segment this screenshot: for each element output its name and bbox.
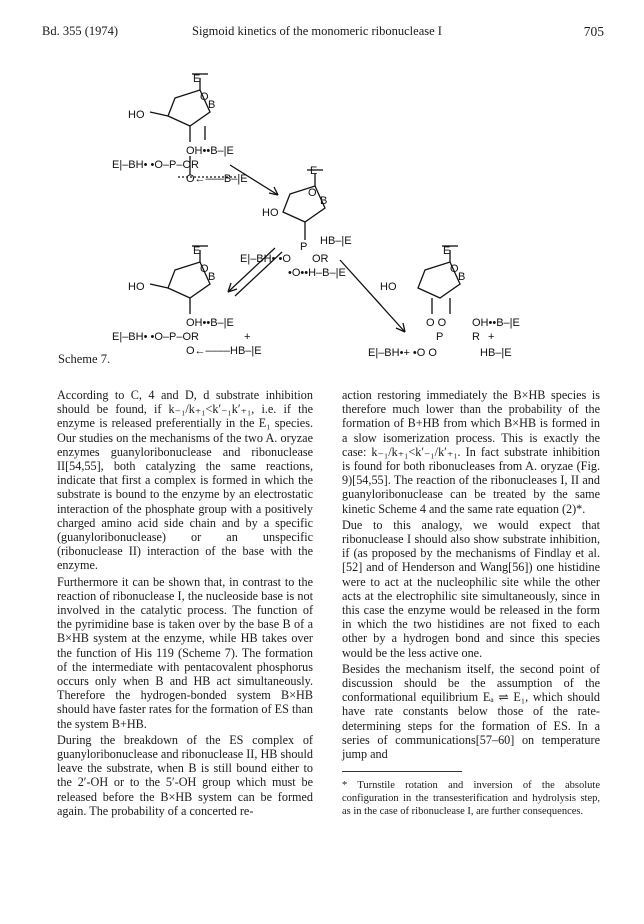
left-column <box>57 388 313 820</box>
label-o-h-b-e-mid: •O••H–B–|E <box>288 267 346 279</box>
label-b-right: B <box>458 271 466 283</box>
label-o-bl: O <box>200 263 209 275</box>
right-paragraph-1: action restoring immediately the B×HB species is therefore much lower than the probability of the formation of B+HB from which B×HB is formed in a slow isomerization process. This is exactly the case: k₋₁/k₊₁<k′₋₁/k′₊₁. In fact substrate inhibition is found for both ribonucleases from A. oryzae (Fig. 9)[54,55]. The reaction of the ribonucleases I, II and guanyloribonuclease can be treated by the same kinetic Scheme 4 and the same rate equation (2)*. <box>342 388 600 516</box>
label-o-right: O <box>450 263 459 275</box>
footnote: * Turnstile rotation and inversion of the absolute configuration in the transesterification and hydrolysis step, as in the case of ribonuclease I, are further consequences. <box>342 780 600 818</box>
page-number: 705 <box>583 24 604 39</box>
label-o-mid: O <box>308 187 317 199</box>
label-e-bl: E <box>193 245 201 257</box>
label-o-top: O <box>200 91 209 103</box>
label-oo-right: O O <box>426 317 447 329</box>
label-o-hb-e: O←––––HB–|E <box>186 345 262 357</box>
left-paragraph-1: According to C, 4 and D, d substrate inhibition should be found, if k₋₁/k₊₁<k′₋₁k′₊₁, i.e. if the enzyme is released preferentially in the E₁ species. Our studies on the mechanisms of the two A. oryzae enzymes guanyloribonuclease and ribonuclease II[54,55], both catalyzing the same reactions, indicate that first a complex is formed in which the substrate is bound to the enzyme by an electrostatic interaction of the phosphate group with a positively charged amino acid side chain and by a specific (guanyloribonuclease) or an unspecific (ribonuclease II) interaction of the base with the enzyme. <box>57 388 313 573</box>
label-e-right: E <box>443 245 451 257</box>
right-paragraph-2: Due to this analogy, we would expect that ribonuclease I should also show substrate inhibition, if (as proposed by the mechanisms of Findlay et al.[52] and of Henderson and Wang[56]) one histidine were to act at the nucleophilic site while the other acts at the electrophilic site simultaneously, since in this case the enzyme would be released in the form in which the two histidines are not fixed to each other by a hydrogen bond and since this species would be the less active one. <box>342 517 600 660</box>
label-e-mid: E <box>310 165 318 177</box>
label-ho-top: HO <box>128 109 145 121</box>
running-title: Sigmoid kinetics of the monomeric ribonuclease I <box>192 24 442 38</box>
label-ebh-o-mid: E|–BH• •O <box>240 253 291 265</box>
label-oh-b-e-2: OH••B–|E <box>186 317 234 329</box>
volume-info: Bd. 355 (1974) <box>42 24 119 38</box>
right-column <box>342 388 600 818</box>
label-or-mid: OR <box>312 253 329 265</box>
reaction-scheme <box>40 70 620 370</box>
label-ho-bl: HO <box>128 281 145 293</box>
label-b-mid: B <box>320 195 328 207</box>
label-ebh-plus-o: E|–BH•+ •O O <box>368 347 437 359</box>
label-b-top: B <box>208 99 216 111</box>
label-p-right: P <box>436 331 444 343</box>
footnote-rule <box>342 771 462 777</box>
label-hb-e-mid: HB–|E <box>320 235 352 247</box>
label-ebh-opor-2: E|–BH• •O–P–OR <box>112 331 199 343</box>
label-ho-right: HO <box>380 281 397 293</box>
left-paragraph-2: Furthermore it can be shown that, in contrast to the reaction of ribonuclease I, the nucleoside base is not involved in the catalytic process. The function of the pyrimidine base is taken over by the base B of a B×HB system at the enzyme, while HB takes over the function of His 119 (Scheme 7). The formation of the intermediate with pentacovalent phosphorus occurs only when B and HB act simultaneously. Therefore the hydrogen-bonded system B×HB should have faster rates for the formation of ES than the system B+HB. <box>57 574 313 731</box>
label-plus-1: + <box>244 331 251 343</box>
right-paragraph-3: Besides the mechanism itself, the second point of discussion should be the assumption of the conformational equilibrium Eₐ ⇌ E₁, which should have rate constants below those of the rate-determining steps for the formation of ES. In a series of communications[57–60] on temperature jump and <box>342 661 600 762</box>
scheme-diagram <box>40 70 620 370</box>
label-oh-b-e-right: OH••B–|E <box>472 317 520 329</box>
left-paragraph-3: During the breakdown of the ES complex of guanyloribonuclease and ribonuclease II, HB should leave the substrate, when B is still bound either to the 2′-OH or to the 5′-OH group which must be released before the B×HB system can be formed again. The probability of a concerted re- <box>57 732 313 818</box>
label-e-top: E <box>193 73 201 85</box>
scheme-caption: Scheme 7. <box>58 352 111 366</box>
label-ho-mid: HO <box>262 207 279 219</box>
label-ebh-opor-1: E|–BH• •O–P–OR <box>112 159 199 171</box>
label-oh-b-e-1: OH••B–|E <box>186 145 234 157</box>
label-b-bl: B <box>208 271 216 283</box>
label-p-mid: P <box>300 241 308 253</box>
label-hb-e-right: HB–|E <box>480 347 512 359</box>
label-ob-e-1: O←–––B–|E <box>186 173 248 185</box>
label-r-right: R <box>472 331 480 343</box>
label-plus-2: + <box>488 331 495 343</box>
page-header <box>42 24 604 40</box>
